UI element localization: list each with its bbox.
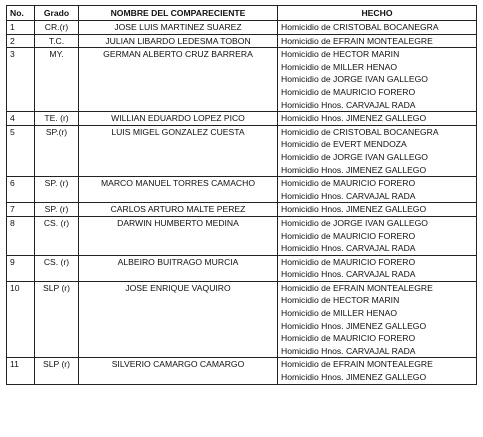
row-hechos	[278, 125, 477, 176]
row-nombre: CARLOS ARTURO MALTE PEREZ	[79, 203, 278, 217]
hecho-item: Homicidio de JORGE IVAN GALLEGO	[281, 74, 428, 85]
hecho-item: Homicidio de MAURICIO FORERO	[281, 256, 416, 267]
hecho-item: Homicidio de JORGE IVAN GALLEGO	[281, 151, 428, 162]
hecho-item: Homicidio de EFRAIN MONTEALEGRE	[281, 359, 433, 370]
row-number: 7	[7, 203, 35, 217]
hecho-item: Homicidio Hnos. JIMENEZ GALLEGO	[281, 113, 427, 124]
row-nombre: LUIS MIGEL GONZALEZ CUESTA	[79, 125, 278, 176]
row-number: 3	[7, 48, 35, 112]
hecho-item: Homicidio Hnos. JIMENEZ GALLEGO	[281, 372, 427, 383]
hecho-item: Homicidio Hnos. JIMENEZ GALLEGO	[281, 320, 427, 331]
table-row	[7, 216, 477, 255]
hecho-item: Homicidio de EVERT MENDOZA	[281, 139, 407, 150]
hecho-item: Homicidio Hnos. CARVAJAL RADA	[281, 345, 416, 356]
header-hecho: HECHO	[278, 6, 477, 21]
hecho-item: Homicidio de MAURICIO FORERO	[281, 230, 416, 241]
table-body	[7, 21, 477, 385]
row-grado: MY.	[35, 48, 79, 112]
hecho-item: Homicidio de MAURICIO FORERO	[281, 86, 416, 97]
table-row	[7, 177, 477, 203]
row-nombre: WILLIAN EDUARDO LOPEZ PICO	[79, 112, 278, 126]
hecho-item: Homicidio de HECTOR MARIN	[281, 295, 400, 306]
row-hechos	[278, 177, 477, 203]
hecho-item: Homicidio de CRISTOBAL BOCANEGRA	[281, 22, 439, 32]
table-row	[7, 203, 477, 217]
table-row	[7, 34, 477, 48]
row-hechos	[278, 112, 477, 126]
row-number: 4	[7, 112, 35, 126]
row-grado: SLP (r)	[35, 358, 79, 384]
row-number: 8	[7, 216, 35, 255]
hecho-item: Homicidio de MILLER HENAO	[281, 61, 398, 72]
row-hechos	[278, 203, 477, 217]
row-hechos	[278, 255, 477, 281]
hecho-item: Homicidio Hnos. CARVAJAL RADA	[281, 99, 416, 110]
hecho-item: Homicidio de MILLER HENAO	[281, 308, 398, 319]
table-row	[7, 21, 477, 35]
hecho-item: Homicidio de JORGE IVAN GALLEGO	[281, 217, 428, 228]
row-grado: CR.(r)	[35, 21, 79, 35]
row-number: 5	[7, 125, 35, 176]
row-nombre: DARWIN HUMBERTO MEDINA	[79, 216, 278, 255]
row-hechos	[278, 21, 477, 35]
header-no: No.	[7, 6, 35, 21]
row-number: 2	[7, 34, 35, 48]
header-nombre: NOMBRE DEL COMPARECIENTE	[79, 6, 278, 21]
hecho-item: Homicidio Hnos. JIMENEZ GALLEGO	[281, 204, 427, 215]
row-hechos	[278, 48, 477, 112]
row-nombre: MARCO MANUEL TORRES CAMACHO	[79, 177, 278, 203]
row-hechos	[278, 216, 477, 255]
row-grado: SP. (r)	[35, 203, 79, 217]
row-hechos	[278, 34, 477, 48]
hecho-item: Homicidio de MAURICIO FORERO	[281, 333, 416, 344]
row-number: 10	[7, 281, 35, 358]
row-nombre: GERMAN ALBERTO CRUZ BARRERA	[79, 48, 278, 112]
row-number: 9	[7, 255, 35, 281]
hecho-item: Homicidio de CRISTOBAL BOCANEGRA	[281, 126, 439, 137]
row-grado: SP.(r)	[35, 125, 79, 176]
hecho-item: Homicidio de MAURICIO FORERO	[281, 178, 416, 189]
row-nombre: ALBEIRO BUITRAGO MURCIA	[79, 255, 278, 281]
table-row	[7, 281, 477, 358]
row-nombre: SILVERIO CAMARGO CAMARGO	[79, 358, 278, 384]
row-grado: T.C.	[35, 34, 79, 48]
hecho-item: Homicidio Hnos. CARVAJAL RADA	[281, 243, 416, 254]
hecho-item: Homicidio Hnos. JIMENEZ GALLEGO	[281, 164, 427, 175]
row-nombre: JULIAN LIBARDO LEDESMA TOBON	[79, 34, 278, 48]
comparecientes-table	[6, 5, 477, 385]
row-grado: SLP (r)	[35, 281, 79, 358]
hecho-item: Homicidio de EFRAIN MONTEALEGRE	[281, 282, 433, 293]
header-grado: Grado	[35, 6, 79, 21]
hecho-item: Homicidio de EFRAIN MONTEALEGRE	[281, 35, 433, 46]
row-hechos	[278, 358, 477, 384]
table-row	[7, 358, 477, 384]
table-row	[7, 255, 477, 281]
row-grado: CS. (r)	[35, 255, 79, 281]
row-number: 1	[7, 21, 35, 35]
hecho-item: Homicidio de HECTOR MARIN	[281, 49, 400, 60]
row-number: 6	[7, 177, 35, 203]
table-row	[7, 125, 477, 176]
row-nombre: JOSE ENRIQUE VAQUIRO	[79, 281, 278, 358]
row-nombre: JOSE LUIS MARTINEZ SUAREZ	[79, 21, 278, 35]
row-grado: TE. (r)	[35, 112, 79, 126]
document-page	[6, 5, 476, 385]
hecho-item: Homicidio Hnos. CARVAJAL RADA	[281, 269, 416, 280]
table-row	[7, 112, 477, 126]
row-hechos	[278, 281, 477, 358]
row-number: 11	[7, 358, 35, 384]
row-grado: CS. (r)	[35, 216, 79, 255]
hecho-item: Homicidio Hnos. CARVAJAL RADA	[281, 190, 416, 201]
table-header-row	[7, 6, 477, 21]
table-row	[7, 48, 477, 112]
row-grado: SP. (r)	[35, 177, 79, 203]
